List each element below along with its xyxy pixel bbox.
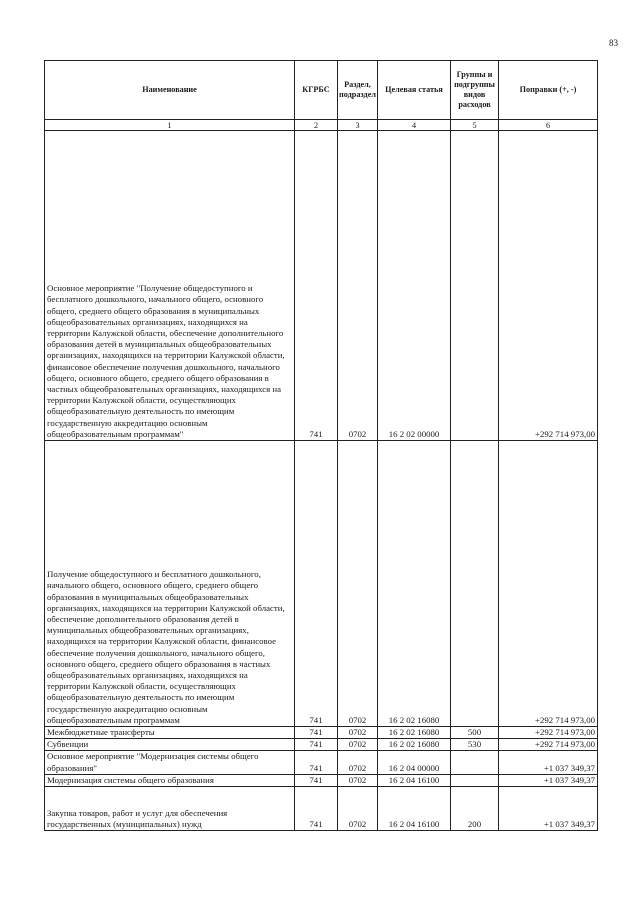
row-name: Основное мероприятие "Модернизация системы общего образования": [45, 751, 295, 774]
row-group: [451, 131, 499, 441]
row-group: [451, 751, 499, 774]
column-number-row: [45, 120, 598, 131]
row-section: 0702: [338, 751, 378, 774]
row-group: 500: [451, 727, 499, 739]
row-name: Межбюджетные трансферты: [45, 727, 295, 739]
row-name: Субвенции: [45, 739, 295, 751]
column-number: 6: [499, 120, 598, 131]
column-number: 5: [451, 120, 499, 131]
row-group: 200: [451, 787, 499, 831]
row-target: 16 2 02 16080: [378, 727, 451, 739]
table-row: [45, 751, 598, 774]
row-target: 16 2 02 16080: [378, 739, 451, 751]
row-target: 16 2 04 00000: [378, 751, 451, 774]
row-group: 530: [451, 739, 499, 751]
row-name: Основное мероприятие "Получение общедоступного и бесплатного дошкольного, начального общего, основного общего, среднего общего образования в муниципальных общеобразовательных организациях, находящихся на территории Калужской области, обеспечение дополнительного образования детей в муниципальных общеобразовательных организациях, находящихся на территории Калужской области, финансовое обеспечение получения дошкольного, начального общего, основного общего, среднего общего образования в частных общеобразовательных организациях, находящихся на территории Калужской области, осуществляющих общеобразовательную деятельность по имеющим государственную аккредитацию основным общеобразовательным программам": [45, 131, 295, 441]
header-kgrbs: КГРБС: [295, 61, 338, 120]
column-number: 2: [295, 120, 338, 131]
row-section: 0702: [338, 727, 378, 739]
row-amount: +1 037 349,37: [499, 751, 598, 774]
table-row: [45, 774, 598, 786]
row-group: [451, 441, 499, 727]
row-name: Закупка товаров, работ и услуг для обеспечения государственных (муниципальных) нужд: [45, 787, 295, 831]
table-row: [45, 441, 598, 727]
header-amendments: Поправки (+, -): [499, 61, 598, 120]
row-section: 0702: [338, 787, 378, 831]
row-amount: +292 714 973,00: [499, 131, 598, 441]
column-number: 4: [378, 120, 451, 131]
header-section: Раздел, подраздел: [338, 61, 378, 120]
column-number: 3: [338, 120, 378, 131]
row-amount: +1 037 349,37: [499, 774, 598, 786]
row-kgrbs: 741: [295, 739, 338, 751]
table-row: [45, 739, 598, 751]
row-section: 0702: [338, 739, 378, 751]
header-name: Наименование: [45, 61, 295, 120]
page-number: 83: [609, 38, 618, 48]
row-kgrbs: 741: [295, 727, 338, 739]
row-section: 0702: [338, 131, 378, 441]
header-groups: Группы и подгруппы видов расходов: [451, 61, 499, 120]
table-header-row: [45, 61, 598, 120]
row-amount: +1 037 349,37: [499, 787, 598, 831]
row-section: 0702: [338, 774, 378, 786]
row-section: 0702: [338, 441, 378, 727]
table-row: [45, 131, 598, 441]
row-kgrbs: 741: [295, 787, 338, 831]
row-target: 16 2 04 16100: [378, 787, 451, 831]
table-row: [45, 787, 598, 831]
row-target: 16 2 02 16080: [378, 441, 451, 727]
row-name: Получение общедоступного и бесплатного дошкольного, начального общего, основного общего, среднего общего образования в муниципальных общеобразовательных организациях, находящихся на территории Калужской области, обеспечение дополнительного образования детей в муниципальных общеобразовательных организациях, находящихся на территории Калужской области, финансовое обеспечение получения дошкольного, начального общего, основного общего, среднего общего образования в частных общеобразовательных организациях, находящихся на территории Калужской области, осуществляющих общеобразовательную деятельность по имеющим государственную аккредитацию основным общеобразовательным программам: [45, 441, 295, 727]
row-name: Модернизация системы общего образования: [45, 774, 295, 786]
row-amount: +292 714 973,00: [499, 441, 598, 727]
row-kgrbs: 741: [295, 774, 338, 786]
row-group: [451, 774, 499, 786]
row-target: 16 2 04 16100: [378, 774, 451, 786]
header-target: Целевая статья: [378, 61, 451, 120]
row-amount: +292 714 973,00: [499, 739, 598, 751]
row-kgrbs: 741: [295, 441, 338, 727]
row-kgrbs: 741: [295, 131, 338, 441]
table-row: [45, 727, 598, 739]
row-amount: +292 714 973,00: [499, 727, 598, 739]
row-kgrbs: 741: [295, 751, 338, 774]
row-target: 16 2 02 00000: [378, 131, 451, 441]
budget-amendments-table: [44, 60, 598, 831]
column-number: 1: [45, 120, 295, 131]
